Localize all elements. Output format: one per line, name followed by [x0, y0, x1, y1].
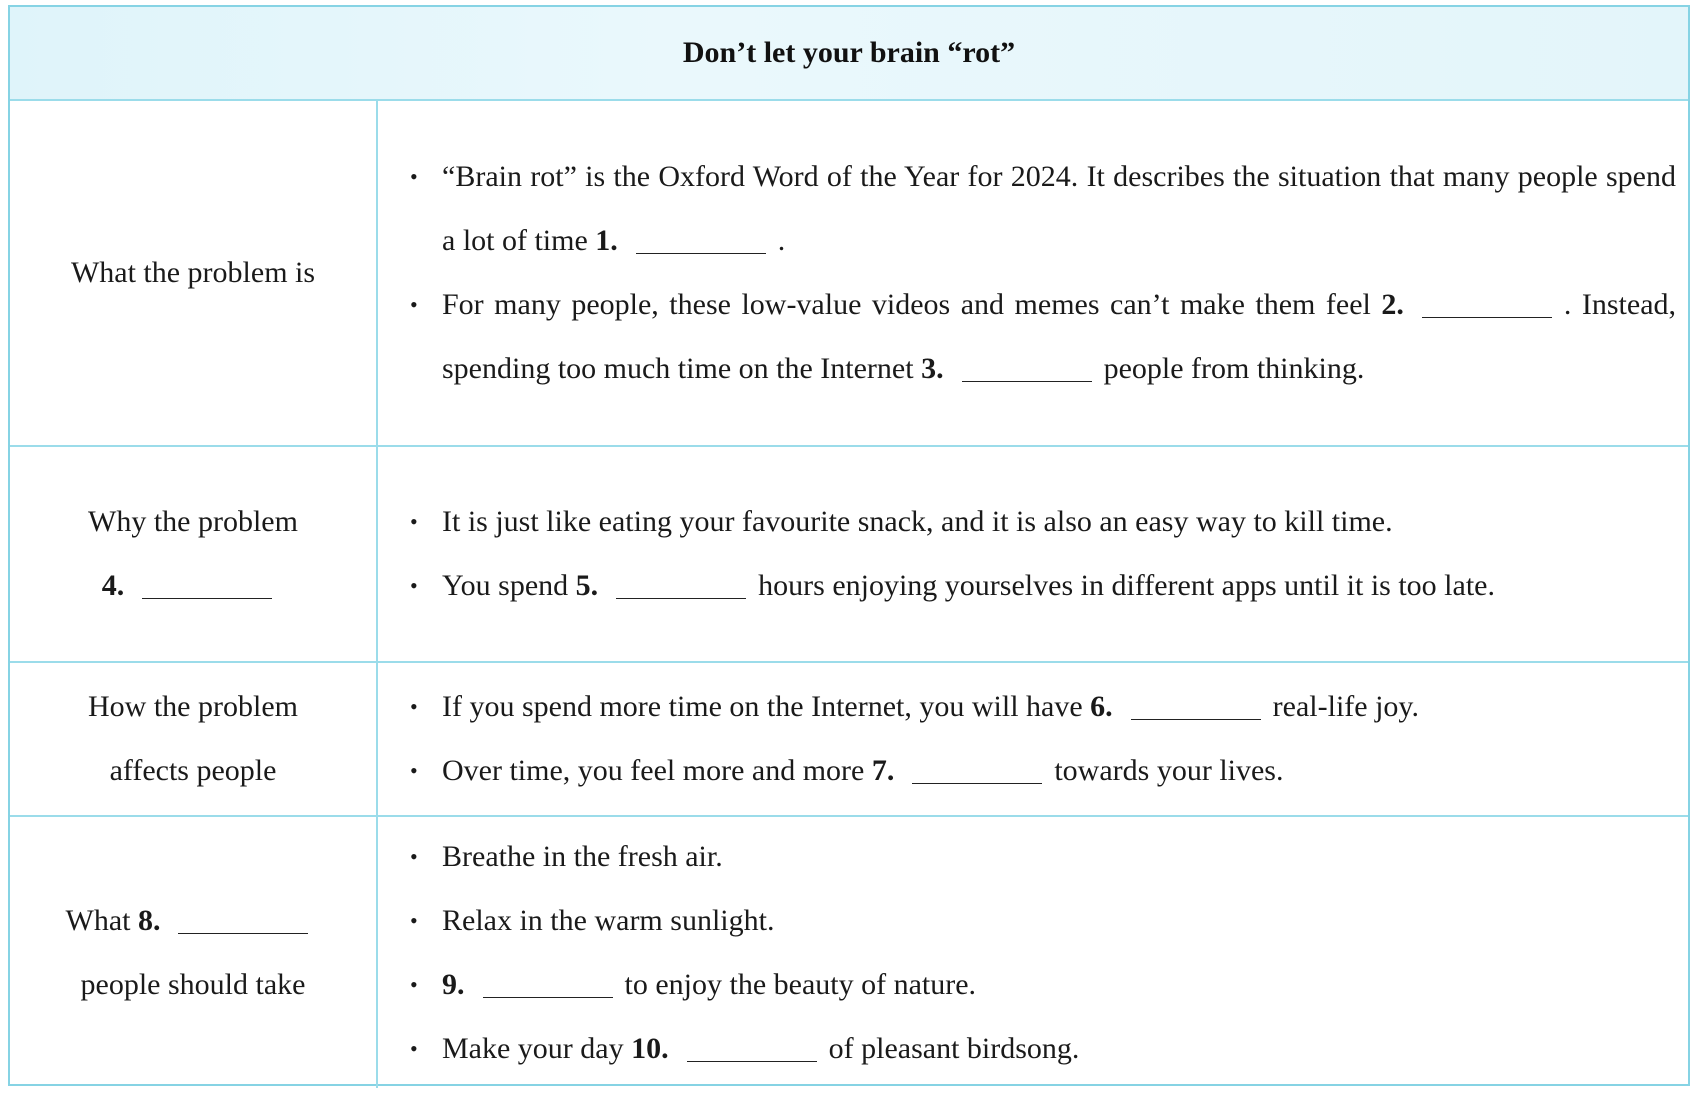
answer-blank-7[interactable]: [912, 755, 1042, 784]
row-label: [10, 663, 378, 815]
row-label: [10, 447, 378, 661]
answer-blank-3[interactable]: [962, 353, 1092, 382]
answer-blank-9[interactable]: [483, 969, 613, 998]
row-what-the-problem-is: [10, 101, 1688, 447]
answer-blank-2[interactable]: [1422, 289, 1552, 318]
bullet-item: [408, 739, 1676, 803]
bullet-text: Over time, you feel more and more: [442, 754, 865, 787]
blank-number-8: 8.: [137, 903, 161, 937]
blank-number-3: 3.: [921, 352, 944, 385]
answer-blank-5[interactable]: [616, 570, 746, 599]
answer-blank-10[interactable]: [687, 1033, 817, 1062]
row-label-blank-line: [102, 554, 285, 618]
blank-number-1: 1.: [595, 224, 618, 257]
bullet-item: [408, 825, 1676, 889]
bullet-item: [408, 1017, 1676, 1081]
bullet-item: [408, 273, 1676, 401]
row-content: [378, 101, 1688, 445]
row-how-the-problem-affects: [10, 663, 1688, 817]
bullet-text: If you spend more time on the Internet, you will have: [442, 690, 1083, 723]
bullet-text: Breathe in the fresh air.: [442, 839, 723, 873]
row-content: [378, 817, 1688, 1088]
row-label-text: affects people: [109, 754, 277, 787]
answer-blank-4[interactable]: [142, 570, 272, 599]
bullet-item: [408, 889, 1676, 953]
bullet-text: “Brain rot” is the Oxford Word of the Year for 2024. It describes the situation that many people spend a lot of time: [442, 160, 1676, 257]
row-label-text: Why the problem: [88, 505, 298, 538]
row-label: [10, 101, 378, 445]
bullet-text: . Instead, spending too much time on the Internet: [442, 288, 1677, 385]
row-label-text: What: [65, 903, 131, 937]
bullet-item: [408, 145, 1676, 273]
worksheet-table: [8, 5, 1690, 1086]
bullet-text: .: [777, 224, 786, 257]
table-title: Don’t let your brain “rot”: [682, 36, 1016, 69]
bullet-text: Make your day: [442, 1031, 624, 1065]
row-why-the-problem: [10, 447, 1688, 663]
answer-blank-6[interactable]: [1131, 691, 1261, 720]
row-content: [378, 447, 1688, 661]
bullet-text: towards your lives.: [1054, 754, 1284, 787]
bullet-item: [408, 554, 1676, 618]
bullet-item: [408, 675, 1676, 739]
row-label-text: How the problem: [88, 690, 298, 723]
answer-blank-8[interactable]: [178, 905, 308, 934]
bullet-text: It is just like eating your favourite snack, and it is also an easy way to kill time.: [442, 505, 1393, 538]
bullet-text: hours enjoying yourselves in different apps until it is too late.: [758, 569, 1495, 602]
bullet-text: You spend: [442, 569, 569, 602]
row-what-action-to-take: [10, 817, 1688, 1088]
blank-number-2: 2.: [1381, 288, 1404, 321]
bullet-text: For many people, these low-value videos and memes can’t make them feel: [442, 288, 1371, 321]
title-row: [10, 7, 1688, 101]
row-label: [10, 817, 378, 1088]
bullet-text: to enjoy the beauty of nature.: [624, 967, 977, 1001]
blank-number-9: 9.: [442, 967, 465, 1001]
row-label-text: What the problem is: [70, 256, 316, 289]
bullet-text: real-life joy.: [1272, 690, 1419, 723]
blank-number-4: 4.: [101, 569, 125, 602]
blank-number-5: 5.: [575, 569, 599, 602]
bullet-item: [408, 953, 1676, 1017]
blank-number-6: 6.: [1090, 690, 1113, 723]
row-label-text: people should take: [80, 967, 306, 1001]
row-label-blank-line: [66, 889, 321, 953]
row-content: [378, 663, 1688, 815]
bullet-text: Relax in the warm sunlight.: [442, 903, 775, 937]
bullet-text: of pleasant birdsong.: [828, 1031, 1080, 1065]
bullet-item: [408, 490, 1676, 554]
blank-number-7: 7.: [871, 754, 895, 787]
bullet-text: people from thinking.: [1103, 352, 1365, 385]
answer-blank-1[interactable]: [636, 225, 766, 254]
blank-number-10: 10.: [631, 1031, 669, 1065]
